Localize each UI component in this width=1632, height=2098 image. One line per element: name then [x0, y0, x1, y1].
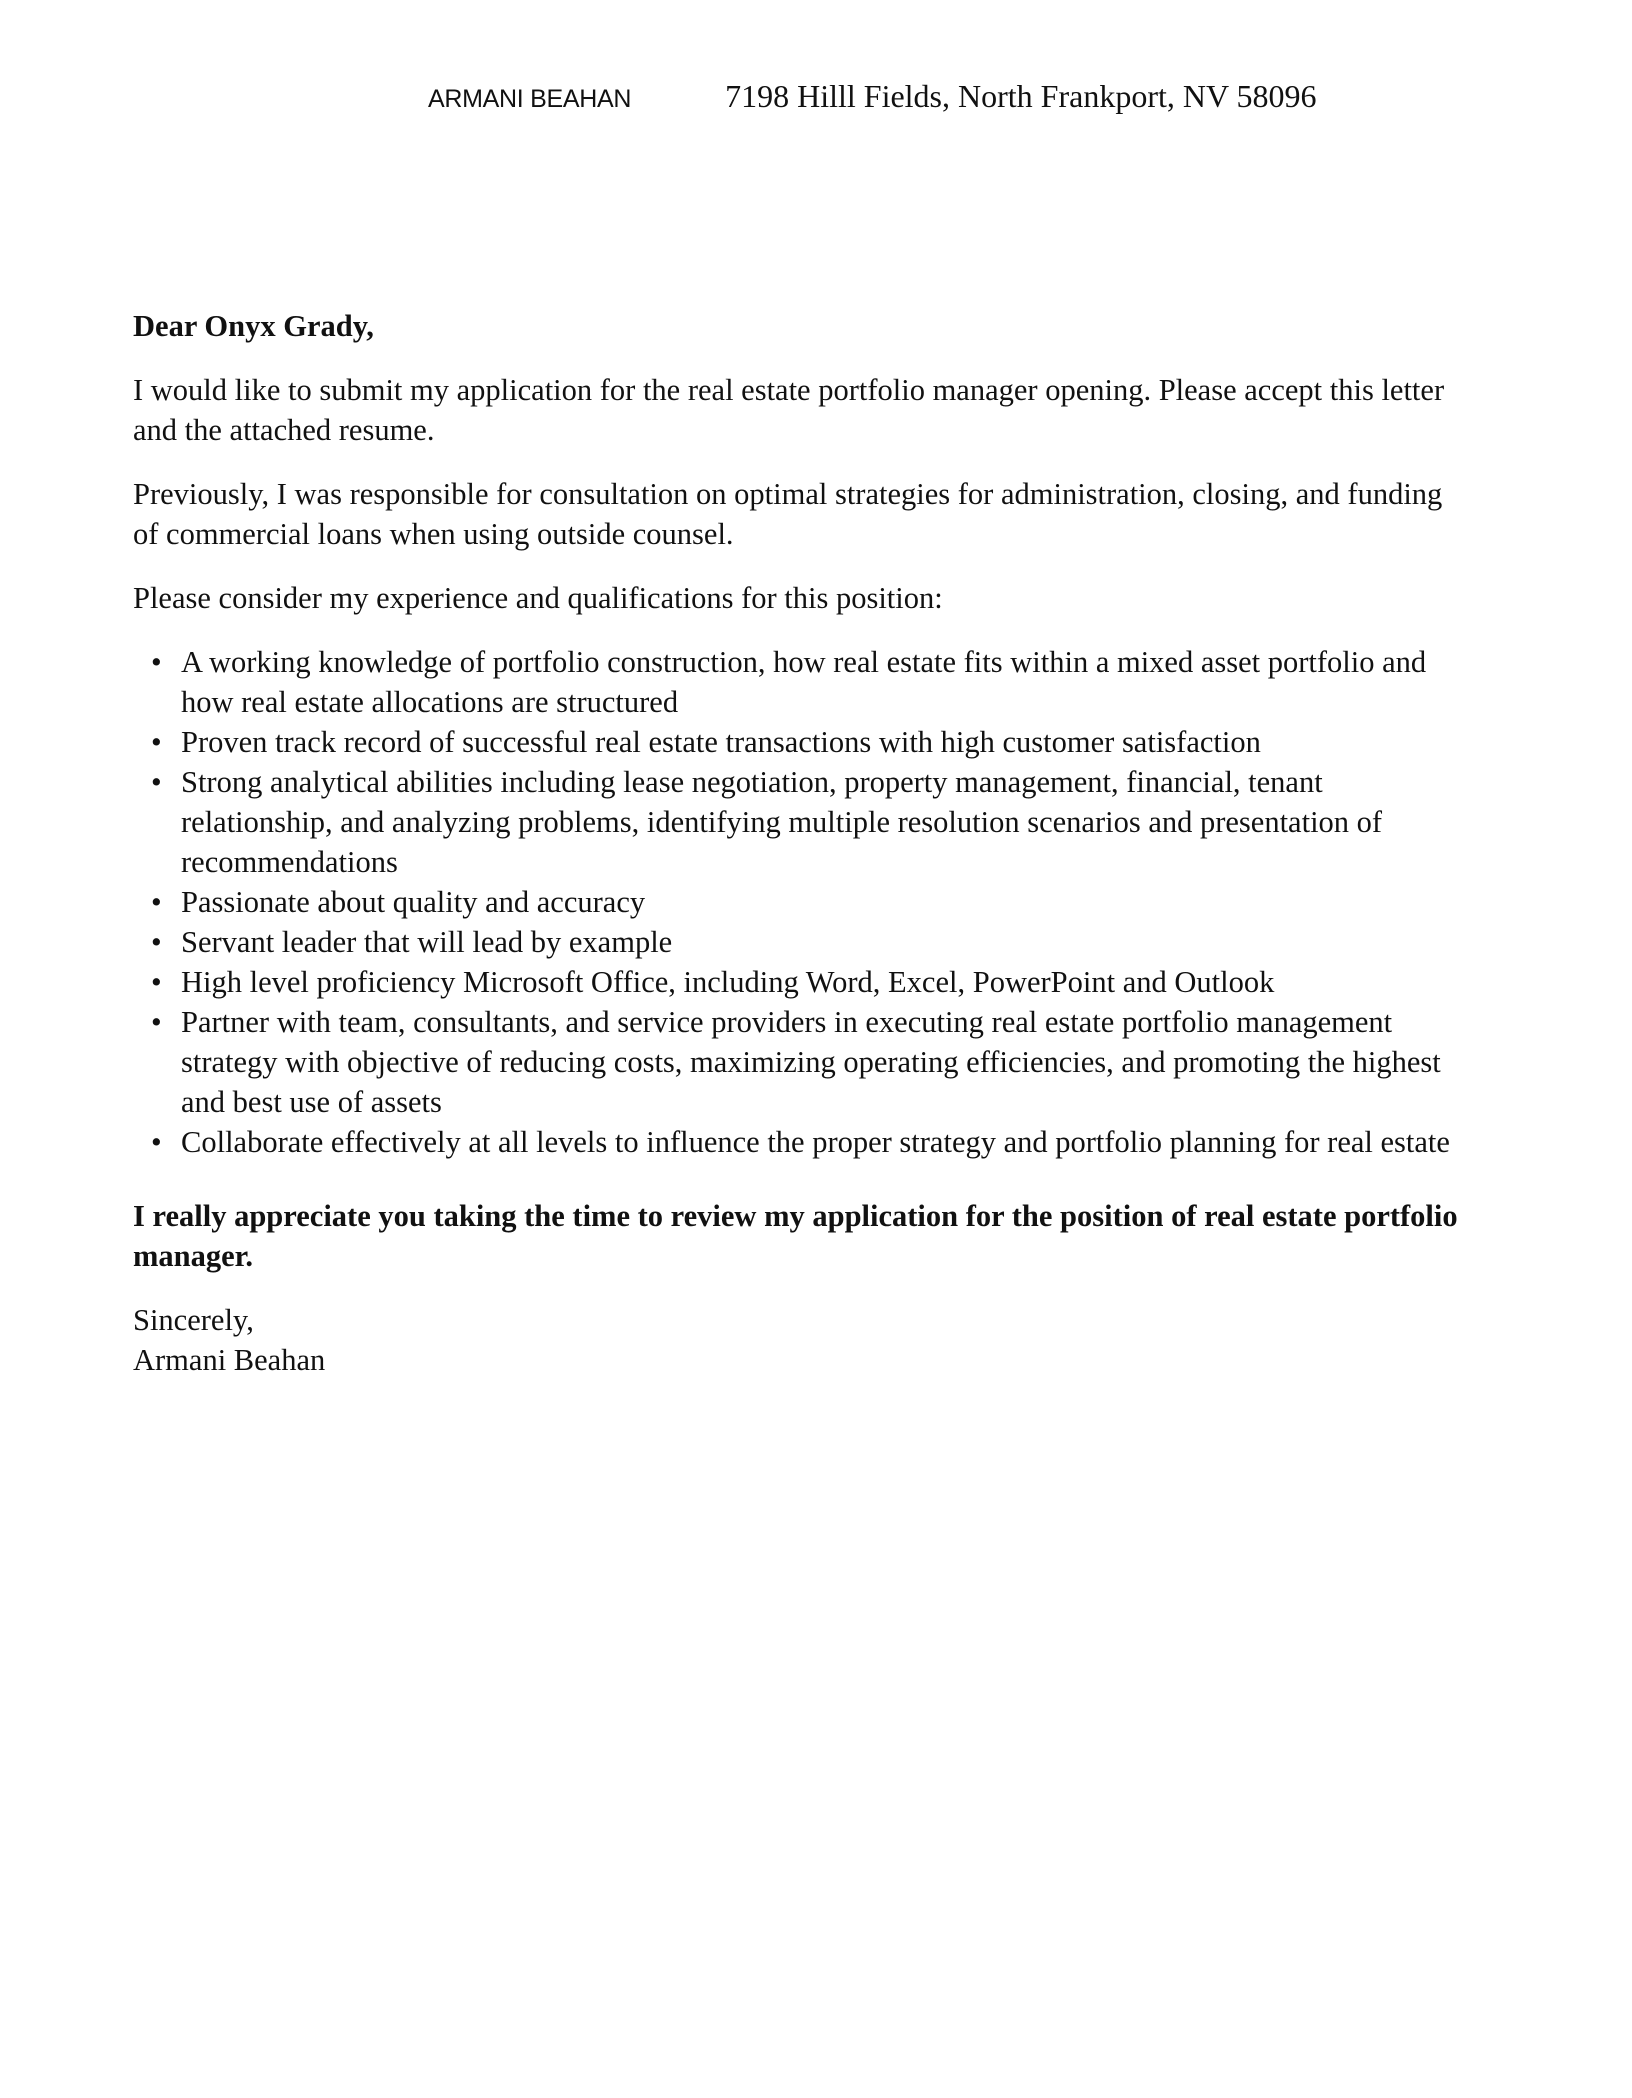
bullet-icon: •: [151, 645, 162, 679]
signoff-block: [133, 1300, 1473, 1380]
qualification-item: [151, 882, 1473, 922]
qualification-text: Servant leader that will lead by example: [181, 925, 673, 959]
qualification-item: [151, 762, 1473, 882]
bullet-icon: •: [151, 725, 162, 759]
bullet-icon: •: [151, 965, 162, 999]
qualification-text: Passionate about quality and accuracy: [181, 885, 646, 919]
sender-address: 7198 Hilll Fields, North Frankport, NV 58096: [725, 78, 1317, 114]
bullet-icon: •: [151, 1125, 162, 1159]
qualification-text: High level proficiency Microsoft Office, including Word, Excel, PowerPoint and Outlook: [181, 965, 1275, 999]
qualifications-list: [133, 642, 1473, 1162]
qualification-item: [151, 1122, 1473, 1162]
sender-name: ARMANI BEAHAN: [428, 85, 632, 113]
qualification-item: [151, 922, 1473, 962]
salutation: Dear Onyx Grady,: [133, 309, 374, 343]
qualification-text: Strong analytical abilities including lease negotiation, property management, financial, tenant relationship, and analyzing problems, identifying multiple resolution scenarios and presentation of recommendations: [181, 765, 1383, 879]
intro-paragraph: I would like to submit my application for the real estate portfolio manager opening. Please accept this letter and the attached resume.: [133, 373, 1445, 447]
qualification-item: [151, 722, 1473, 762]
bullet-icon: •: [151, 925, 162, 959]
closing-note: I really appreciate you taking the time to review my application for the position of real estate portfolio manager.: [133, 1199, 1458, 1273]
qualification-item: [151, 1002, 1473, 1122]
letter-body: [133, 306, 1473, 1380]
qualifications-intro: Please consider my experience and qualifications for this position:: [133, 581, 943, 615]
bullet-icon: •: [151, 885, 162, 919]
signoff: Sincerely,: [133, 1303, 254, 1337]
qualification-text: A working knowledge of portfolio construction, how real estate fits within a mixed asset portfolio and how real estate allocations are structured: [181, 645, 1427, 719]
qualification-item: [151, 962, 1473, 1002]
bullet-icon: •: [151, 765, 162, 799]
experience-paragraph: Previously, I was responsible for consultation on optimal strategies for administration, closing, and funding of commercial loans when using outside counsel.: [133, 477, 1443, 551]
qualification-text: Collaborate effectively at all levels to influence the proper strategy and portfolio planning for real estate: [181, 1125, 1450, 1159]
signature: Armani Beahan: [133, 1343, 326, 1377]
qualification-text: Proven track record of successful real estate transactions with high customer satisfaction: [181, 725, 1261, 759]
letter-header: [428, 78, 1317, 115]
bullet-icon: •: [151, 1005, 162, 1039]
qualification-item: [151, 642, 1473, 722]
qualification-text: Partner with team, consultants, and service providers in executing real estate portfolio management strategy with objective of reducing costs, maximizing operating efficiencies, and promoting the highest and best use of assets: [181, 1005, 1441, 1119]
